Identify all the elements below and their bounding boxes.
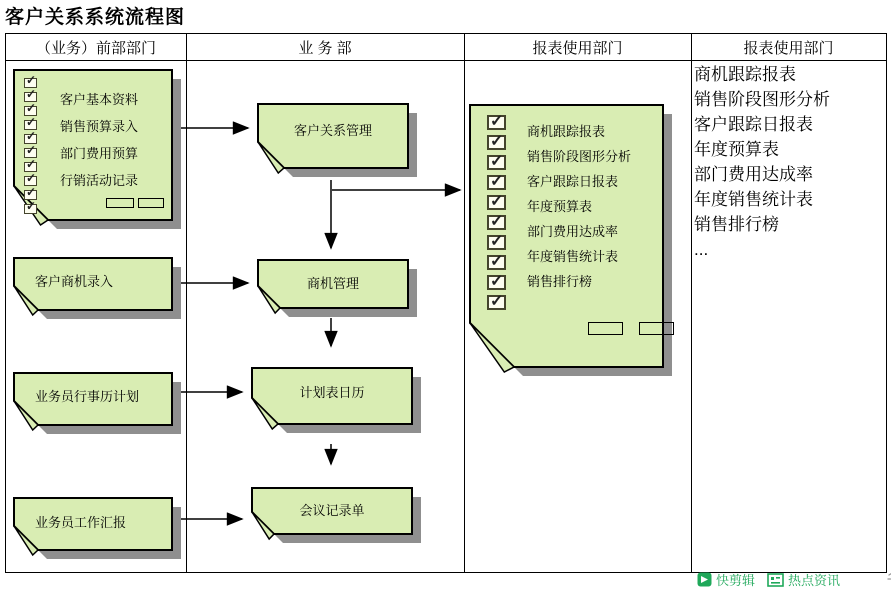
note-meeting-minutes <box>252 488 412 534</box>
mini-button <box>106 198 134 208</box>
note-schedule-calendar <box>252 368 412 424</box>
overlay-toolbar <box>697 571 891 588</box>
column-divider <box>464 34 465 572</box>
note-customer-opportunity-entry <box>14 258 172 310</box>
node-label: 客户商机录入 <box>35 274 114 289</box>
note-salesman-calendar-plan <box>14 373 172 425</box>
checked-checkbox-icon <box>487 275 506 290</box>
report-item: 年度销售统计表 <box>527 249 619 264</box>
report-text-item: ... <box>694 240 709 259</box>
quick-clip-label: 快剪辑 <box>716 573 756 588</box>
report-text-item: 客户跟踪日报表 <box>694 115 813 134</box>
quick-clip-button[interactable] <box>697 570 755 589</box>
hot-news-label: 热点资讯 <box>788 573 841 588</box>
report-item: 商机跟踪报表 <box>527 124 606 139</box>
node-label: 业务员工作汇报 <box>35 515 127 530</box>
hot-news-icon <box>767 573 784 587</box>
front-document-list <box>60 86 138 194</box>
report-item: 年度预算表 <box>527 199 593 214</box>
report-text-list <box>694 62 884 262</box>
report-text-item: 部门费用达成率 <box>694 165 813 184</box>
column-divider <box>186 34 187 572</box>
checked-checkbox-icon <box>487 295 506 310</box>
column-divider <box>691 34 692 572</box>
report-text-item: 销售排行榜 <box>694 215 779 234</box>
note-salesman-work-report <box>14 498 172 550</box>
report-text-item: 商机跟踪报表 <box>694 65 796 84</box>
column-header-business-dept: 业 务 部 <box>298 39 352 57</box>
column-header-report-users-2: 报表使用部门 <box>743 39 834 57</box>
note-opportunity-management <box>258 260 408 308</box>
document-item: 行销活动记录 <box>60 173 139 188</box>
note-reports <box>470 105 663 367</box>
node-label: 计划表日历 <box>299 385 365 400</box>
report-item: 销售阶段图形分析 <box>527 149 632 164</box>
mini-button <box>639 322 674 335</box>
checked-checkbox-icon <box>487 135 506 150</box>
checked-checkbox-icon <box>487 235 506 250</box>
node-label: 业务员行事历计划 <box>35 389 140 404</box>
node-label: 会议记录单 <box>299 503 365 518</box>
page-title: 客户关系系统流程图 <box>5 7 186 28</box>
checked-checkbox-icon <box>487 155 506 170</box>
checked-checkbox-icon <box>487 215 506 230</box>
mini-button <box>138 198 164 208</box>
checkbox-column <box>487 115 506 310</box>
checked-checkbox-icon <box>487 115 506 130</box>
hot-news-button[interactable] <box>767 570 840 589</box>
document-item: 客户基本资料 <box>60 92 139 107</box>
report-item: 部门费用达成率 <box>527 224 619 239</box>
mini-button <box>588 322 623 335</box>
checked-checkbox-icon <box>487 175 506 190</box>
report-item: 客户跟踪日报表 <box>527 174 619 189</box>
checked-checkbox-icon <box>487 195 506 210</box>
node-label: 商机管理 <box>306 276 359 291</box>
hand-cursor-icon[interactable] <box>886 571 891 588</box>
column-header-report-users-1: 报表使用部门 <box>532 39 623 57</box>
checked-checkbox-icon <box>487 255 506 270</box>
header-divider <box>6 60 886 61</box>
checked-checkbox-icon <box>24 204 37 214</box>
report-text-item: 销售阶段图形分析 <box>694 90 830 109</box>
checkbox-column <box>24 78 37 214</box>
quick-clip-icon <box>697 572 712 587</box>
note-front-documents <box>14 70 172 220</box>
document-item: 部门费用预算 <box>60 146 139 161</box>
node-label: 客户关系管理 <box>293 123 372 138</box>
report-text-item: 年度预算表 <box>694 140 779 159</box>
column-header-front-dept: （业务）前部部门 <box>35 39 156 57</box>
report-text-item: 年度销售统计表 <box>694 190 813 209</box>
document-item: 销售预算录入 <box>60 119 139 134</box>
report-item: 销售排行榜 <box>527 274 593 289</box>
note-crm <box>258 104 408 168</box>
report-item-list <box>527 119 631 294</box>
